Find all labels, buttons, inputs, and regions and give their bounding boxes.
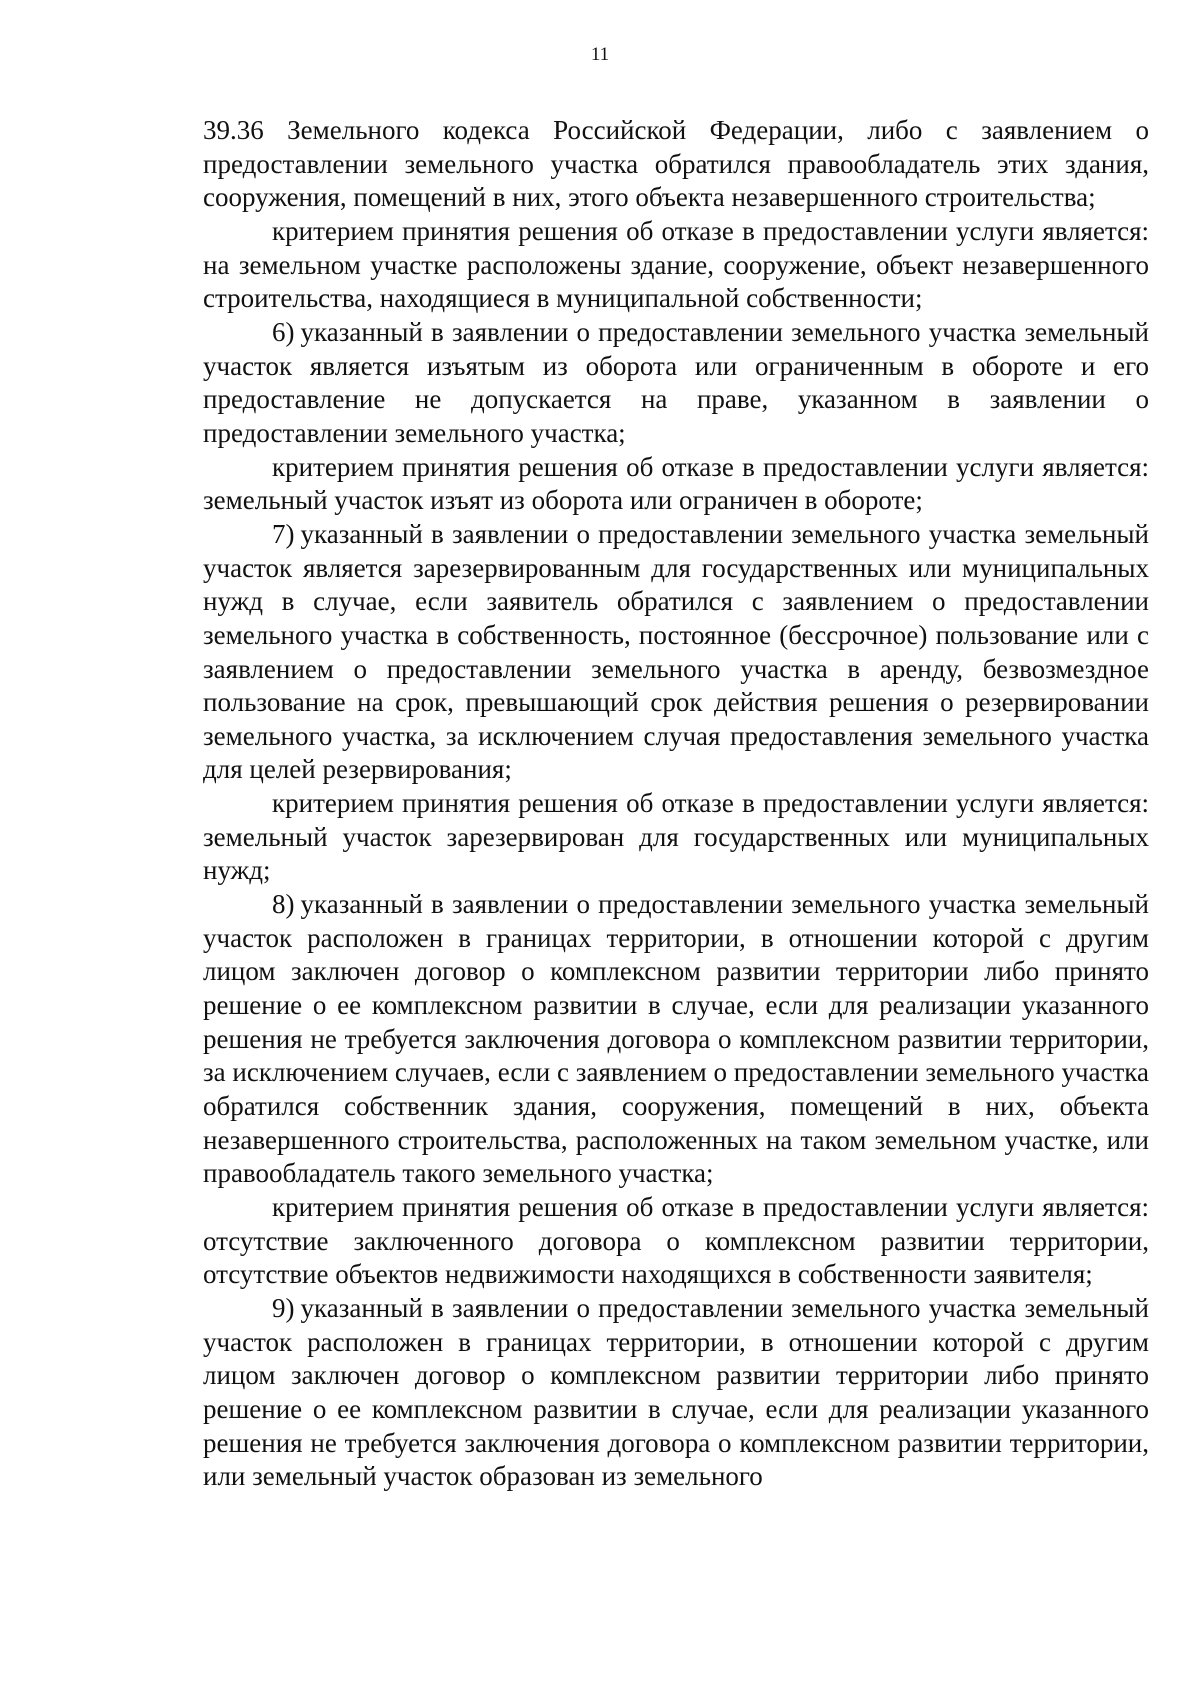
list-number: 8) (272, 889, 295, 920)
list-number: 6) (272, 316, 295, 347)
paragraph-text: 39.36 Земельного кодекса Российской Федерации, либо с заявлением о предоставлении земельного участка обратился правообладатель этих здания, сооружения, помещений в них, этого объекта незавершенного строительства; (203, 115, 1149, 213)
paragraph-criterion (203, 451, 1149, 518)
paragraph-text: указанный в заявлении о предоставлении земельного участка земельный участок расположен в границах территории, в отношении которой с другим лицом заключен договор о комплексном развитии территории либо принято решение о ее комплексном развитии в случае, если для реализации указанного решения не требуется заключения договора о комплексном развитии территории, за исключением случаев, если с заявлением о предоставлении земельного участка обратился собственник здания, сооружения, помещений в них, объекта незавершенного строительства, расположенных на таком земельном участке, или правообладатель такого земельного участка; (203, 889, 1149, 1189)
list-number: 9) (272, 1292, 295, 1323)
list-item-6 (203, 316, 1149, 451)
paragraph-text: критерием принятия решения об отказе в предоставлении услуги является: на земельном участке расположены здание, сооружение, объект незавершенного строительства, находящиеся в муниципальной собственности; (203, 215, 1149, 314)
paragraph-criterion (203, 215, 1149, 316)
list-item-9 (203, 1292, 1149, 1494)
paragraph-text: критерием принятия решения об отказе в предоставлении услуги является: отсутствие заключенного договора о комплексном развитии территории, отсутствие объектов недвижимости находящихся в собственности заявителя; (203, 1192, 1149, 1290)
paragraph-criterion (203, 787, 1149, 888)
paragraph-text: критерием принятия решения об отказе в предоставлении услуги является: земельный участок зарезервирован для государственных или муниципальных нужд; (203, 788, 1149, 886)
paragraph-continuation (203, 114, 1149, 215)
document-body (203, 114, 1149, 1494)
paragraph-text: указанный в заявлении о предоставлении земельного участка земельный участок является зарезервированным для государственных или муниципальных нужд в случае, если заявитель обратился с заявлением о предоставлении земельного участка в собственность, постоянное (бессрочное) пользование или с заявлением о предоставлении земельного участка в аренду, безвозмездное пользование на срок, превышающий срок действия решения о резервировании земельного участка, за исключением случая предоставления земельного участка для целей резервирования; (203, 518, 1149, 785)
paragraph-text: указанный в заявлении о предоставлении земельного участка земельный участок расположен в границах территории, в отношении которой с другим лицом заключен договор о комплексном развитии территории либо принято решение о ее комплексном развитии в случае, если для реализации указанного решения не требуется заключения договора о комплексном развитии территории, или земельный участок образован из земельного (203, 1292, 1149, 1492)
paragraph-text: критерием принятия решения об отказе в предоставлении услуги является: земельный участок изъят из оборота или ограничен в обороте; (203, 451, 1149, 516)
list-number: 7) (272, 518, 295, 549)
paragraph-text: указанный в заявлении о предоставлении земельного участка земельный участок является изъятым из оборота или ограниченным в обороте и его предоставление не допускается на праве, указанном в заявлении о предоставлении земельного участка; (203, 316, 1149, 448)
page-number: 11 (590, 44, 610, 65)
list-item-8 (203, 888, 1149, 1191)
paragraph-criterion (203, 1191, 1149, 1292)
list-item-7 (203, 518, 1149, 787)
